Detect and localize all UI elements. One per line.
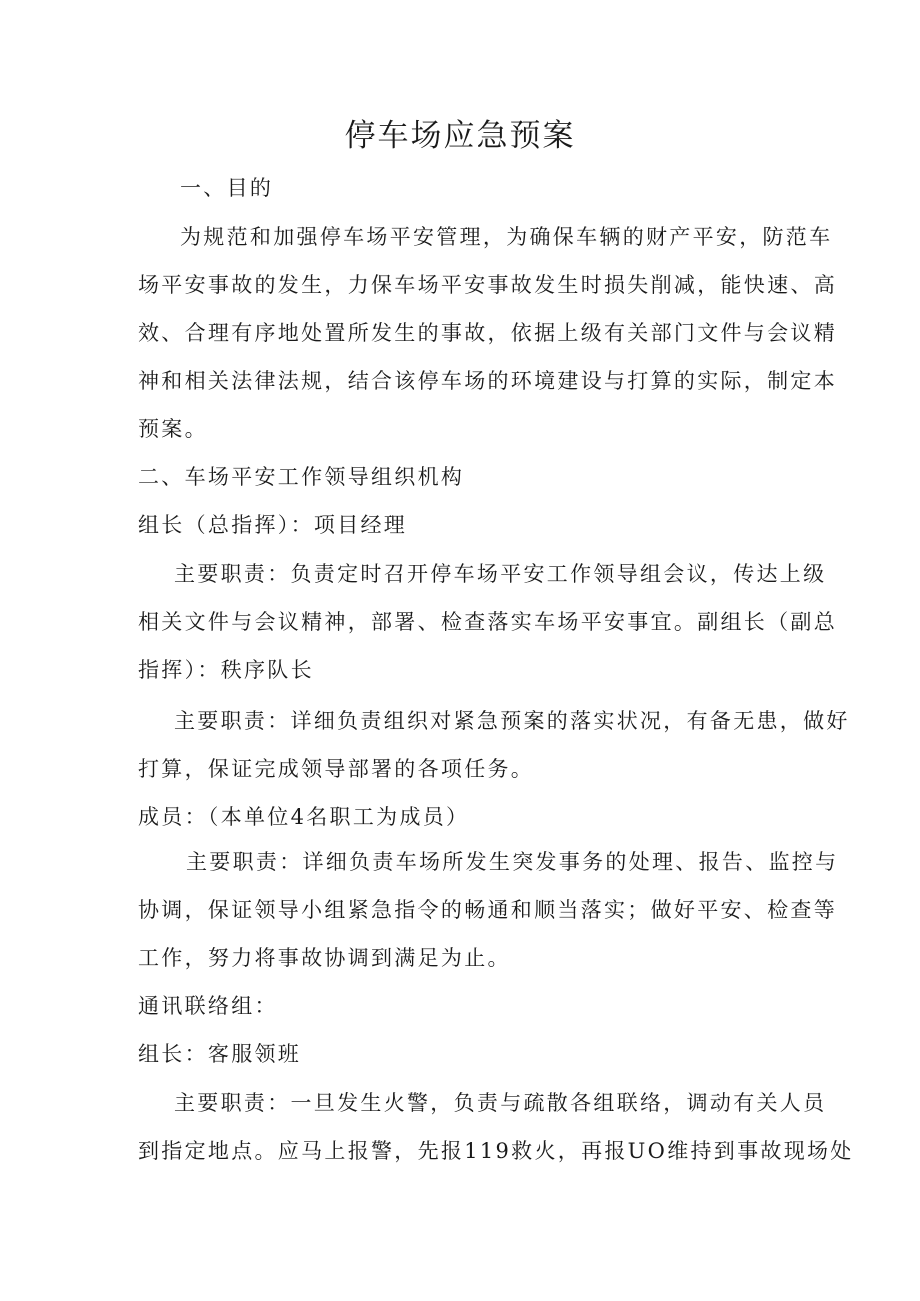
paragraph-line: 相关文件与会议精神，部署、检查落实车场平安事宜。副组长（副总	[138, 610, 837, 634]
members-line: 成员：（本单位4名职工为成员）	[138, 805, 470, 829]
leader-line: 组长（总指挥）：项目经理	[138, 513, 408, 537]
section-heading-organization: 二、车场平安工作领导组织机构	[138, 465, 465, 489]
paragraph-line: 指挥）：秩序队长	[138, 658, 314, 682]
paragraph-line: 预案。	[138, 417, 208, 441]
paragraph-line: 主要职责：负责定时召开停车场平安工作领导组会议，传达上级	[174, 562, 827, 586]
paragraph-line: 主要职责：详细负责车场所发生突发事务的处理、报告、监控与	[186, 850, 839, 874]
paragraph-line: 主要职责：详细负责组织对紧急预案的落实状况，有备无患，做好	[174, 709, 850, 733]
paragraph-line: 主要职责：一旦发生火警，负责与疏散各组联络，调动有关人员	[174, 1091, 827, 1115]
paragraph-line: 为规范和加强停车场平安管理，为确保车辆的财产平安，防范车	[180, 225, 833, 249]
paragraph-line: 到指定地点。应马上报警，先报119救火，再报UO维持到事故现场处	[138, 1139, 854, 1163]
paragraph-line: 神和相关法律法规，结合该停车场的环境建设与打算的实际，制定本	[138, 369, 837, 393]
paragraph-line: 场平安事故的发生，力保车场平安事故发生时损失削减，能快速、高	[138, 273, 837, 297]
paragraph-line: 效、合理有序地处置所发生的事故，依据上级有关部门文件与会议精	[138, 321, 837, 345]
paragraph-line: 协调，保证领导小组紧急指令的畅通和顺当落实；做好平安、检查等	[138, 898, 837, 922]
paragraph-line: 工作，努力将事故协调到满足为止。	[138, 946, 511, 970]
leader-line: 组长：客服领班	[138, 1042, 302, 1066]
document-title: 停车场应急预案	[344, 118, 576, 154]
paragraph-line: 打算，保证完成领导部署的各项任务。	[138, 757, 535, 781]
group-heading-communication: 通讯联络组：	[138, 994, 278, 1018]
section-heading-purpose: 一、目的	[180, 176, 274, 200]
